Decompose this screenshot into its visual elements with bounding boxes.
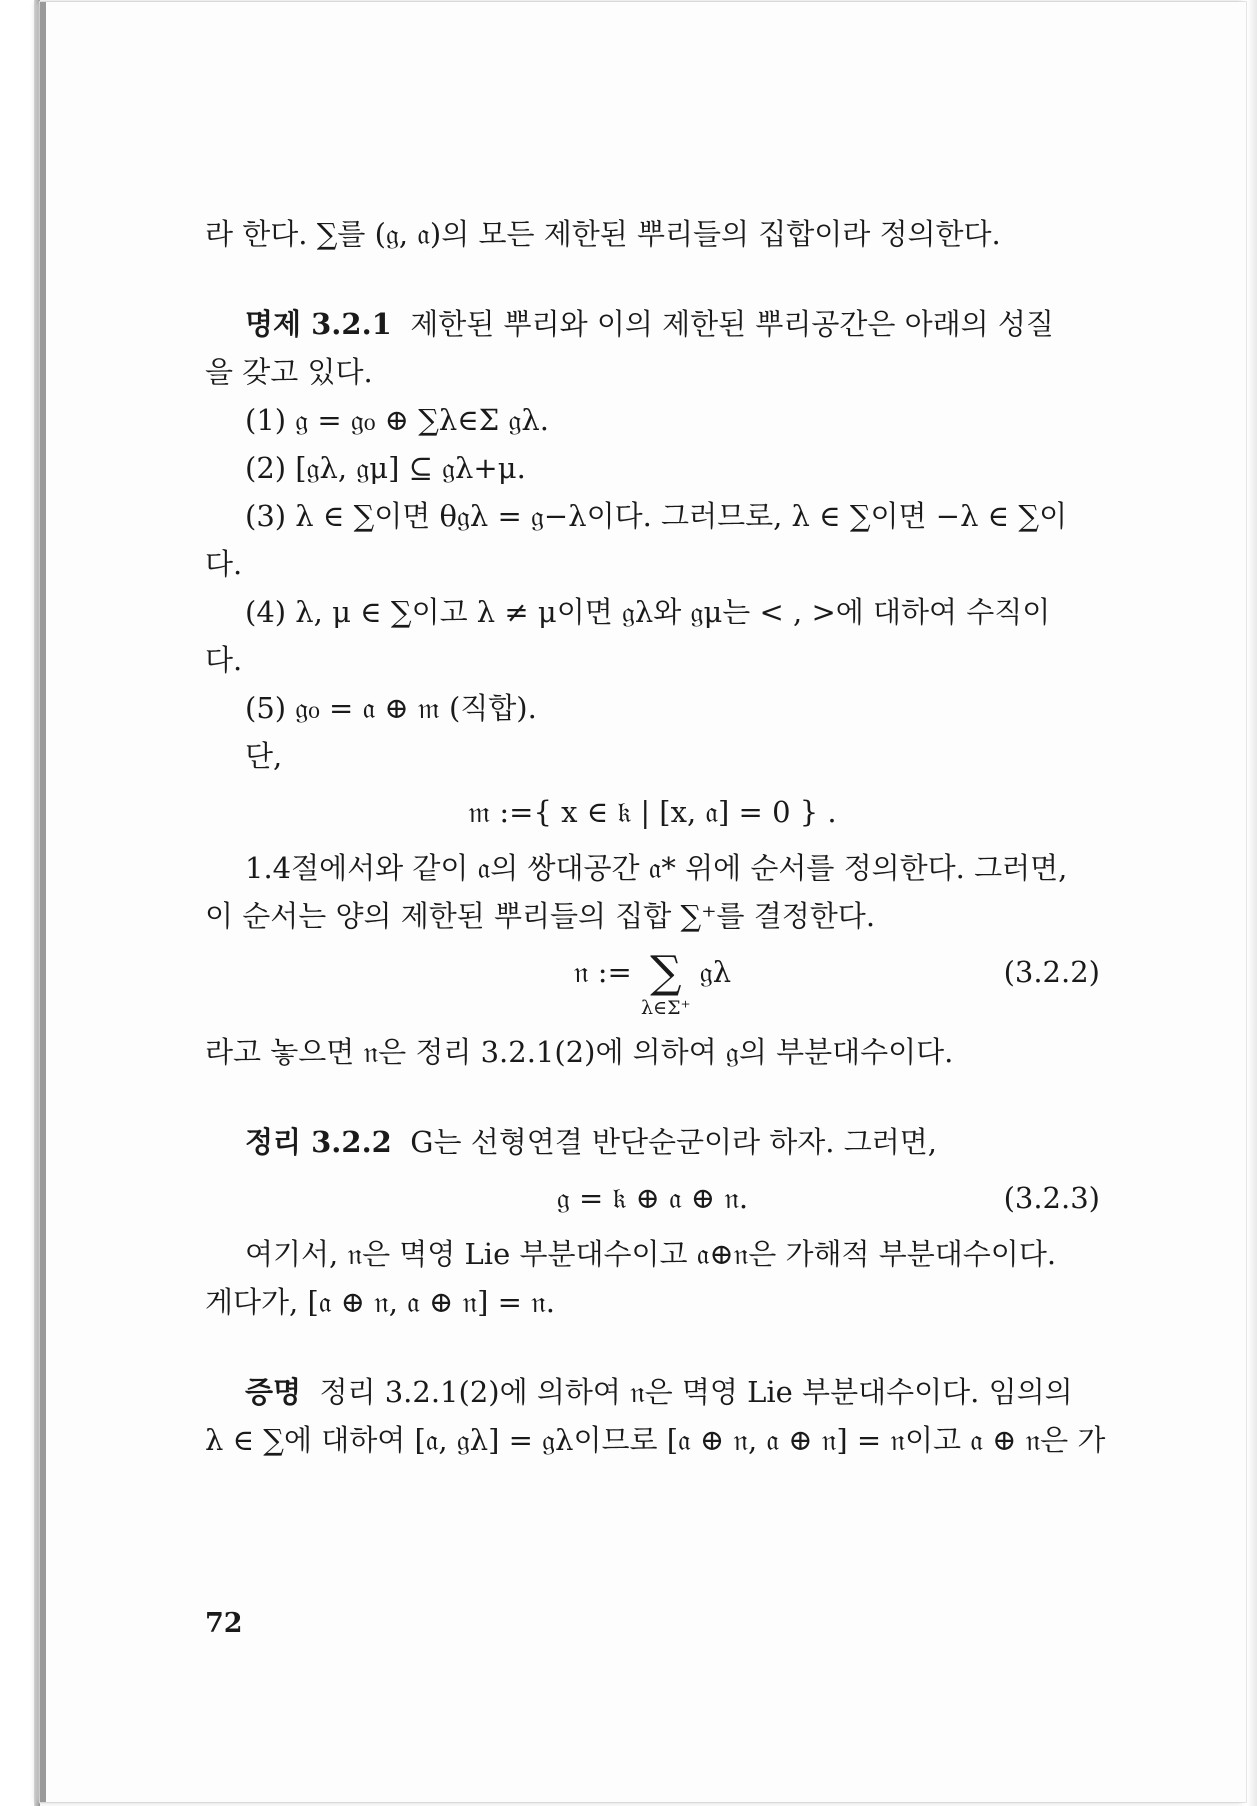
- proof-text: 정리 3.2.1(2)에 의하여 𝔫은 멱영 Lie 부분대수이다. 임의의: [319, 1375, 1073, 1409]
- theorem-text: G는 선형연결 반단순군이라 하자. 그러면,: [410, 1125, 937, 1159]
- equation-rhs: 𝔤λ: [699, 955, 732, 989]
- page-content: [205, 210, 1106, 1464]
- page-right-edge: [1247, 0, 1257, 1806]
- list-item-3: (3) λ ∈ ∑이면 θ𝔤λ = 𝔤−λ이다. 그러므로, λ ∈ ∑이면 −λ ∈ ∑이: [245, 499, 1068, 533]
- sum-symbol: ∑: [650, 947, 682, 998]
- text-line: 여기서, 𝔫은 멱영 Lie 부분대수이고 𝔞⊕𝔫은 가해적 부분대수이다.: [245, 1237, 1057, 1271]
- list-item-2: (2) [𝔤λ, 𝔤μ] ⊆ 𝔤λ+μ.: [245, 451, 526, 485]
- text-line: 이 순서는 양의 제한된 뿌리들의 집합 ∑⁺를 결정한다.: [205, 899, 876, 933]
- equation-3-2-2: [205, 948, 1100, 1028]
- text-line: λ ∈ ∑에 대하여 [𝔞, 𝔤λ] = 𝔤λ이므로 [𝔞 ⊕ 𝔫, 𝔞 ⊕ 𝔫] = 𝔫이고 𝔞 ⊕ 𝔫은 가: [205, 1423, 1106, 1457]
- equation-body: [205, 948, 1100, 1018]
- proof-heading: [205, 1368, 1100, 1416]
- text-line: 단,: [245, 739, 283, 773]
- list-item-1: (1) 𝔤 = 𝔤₀ ⊕ ∑λ∈Σ 𝔤λ.: [245, 403, 549, 437]
- proposition-heading: [205, 300, 1100, 348]
- equation-number: (3.2.2): [1003, 955, 1100, 989]
- m-definition-equation: 𝔪 :={ x ∈ 𝔨 | [x, 𝔞] = 0 } .: [468, 795, 837, 829]
- summation: [641, 948, 691, 1018]
- text-line: 라 한다. ∑를 (𝔤, 𝔞)의 모든 제한된 뿌리들의 집합이라 정의한다.: [205, 217, 1001, 251]
- text-line: 게다가, [𝔞 ⊕ 𝔫, 𝔞 ⊕ 𝔫] = 𝔫.: [205, 1285, 555, 1319]
- list-item-3-cont: 다.: [205, 547, 243, 581]
- theorem-heading: [205, 1118, 1100, 1166]
- list-item-5: (5) 𝔤₀ = 𝔞 ⊕ 𝔪 (직합).: [245, 691, 537, 725]
- proof-title: 증명: [245, 1375, 302, 1409]
- list-item-4-cont: 다.: [205, 643, 243, 677]
- text-line: 을 갖고 있다.: [205, 355, 373, 389]
- text-line: 1.4절에서와 같이 𝔞의 쌍대공간 𝔞* 위에 순서를 정의한다. 그러면,: [245, 851, 1068, 885]
- equation-3-2-3: [205, 1174, 1100, 1222]
- equation-lhs: 𝔫 :=: [573, 955, 632, 989]
- text-line: 라고 놓으면 𝔫은 정리 3.2.1(2)에 의하여 𝔤의 부분대수이다.: [205, 1035, 954, 1069]
- equation-number: (3.2.3): [1003, 1181, 1100, 1215]
- proposition-text: 제한된 뿌리와 이의 제한된 뿌리공간은 아래의 성질: [410, 307, 1054, 341]
- equation-body: 𝔤 = 𝔨 ⊕ 𝔞 ⊕ 𝔫.: [556, 1181, 749, 1215]
- sum-index: λ∈Σ⁺: [641, 997, 691, 1019]
- page-number: 72: [205, 1608, 243, 1639]
- theorem-title: 정리 3.2.2: [245, 1125, 392, 1159]
- list-item-4: (4) λ, μ ∈ ∑이고 λ ≠ μ이면 𝔤λ와 𝔤μ는 < , >에 대하여 수직이: [245, 595, 1051, 629]
- proposition-title: 명제 3.2.1: [245, 307, 392, 341]
